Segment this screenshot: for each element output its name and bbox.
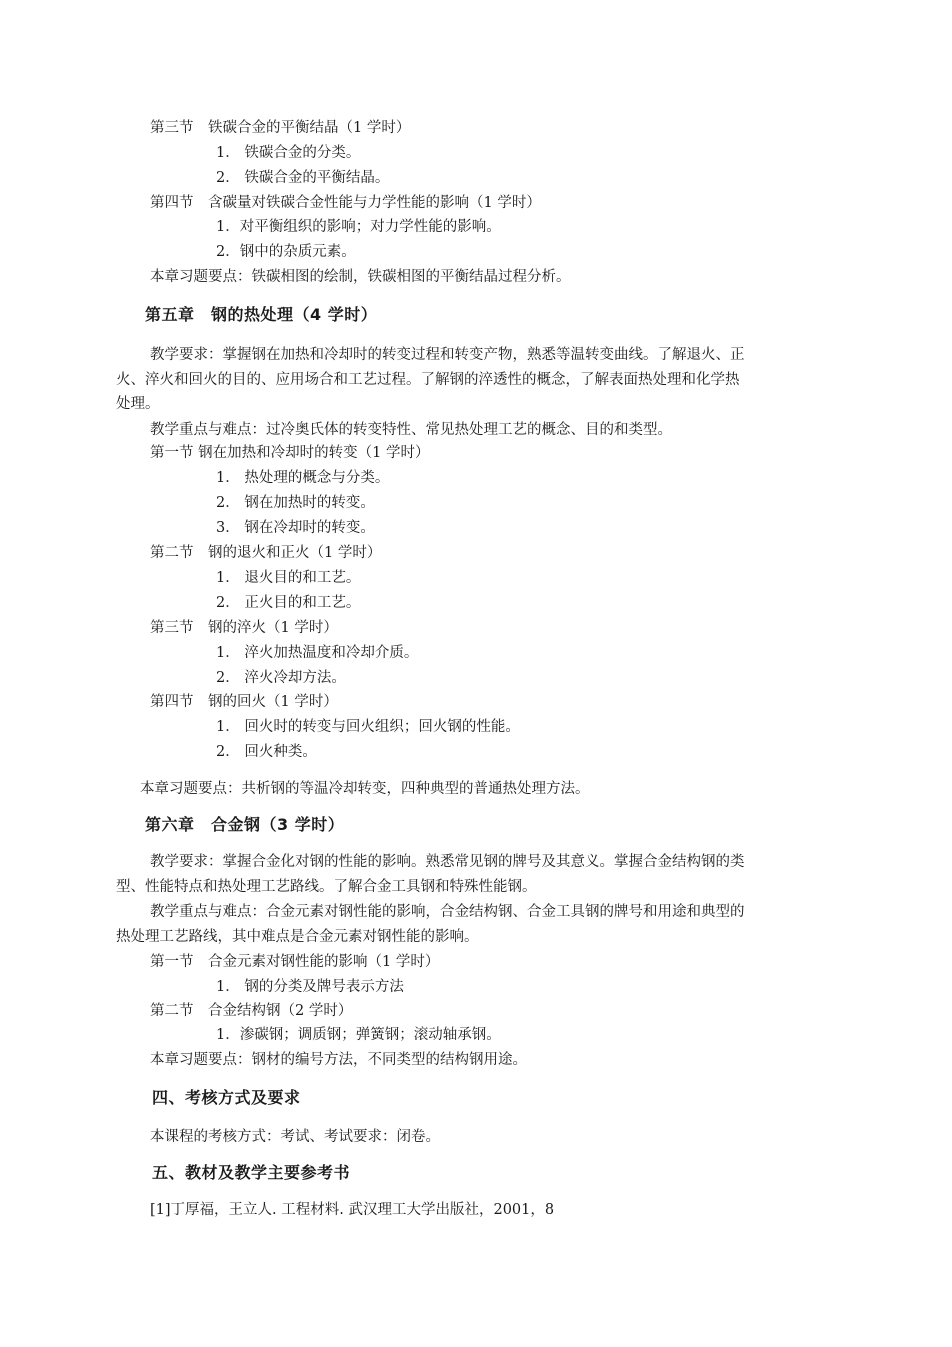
section-title: 第三节 铁碳合金的平衡结晶（1 学时） — [150, 120, 411, 136]
list-item: 2． 正火目的和工艺。 — [216, 595, 361, 611]
list-item: 2． 铁碳合金的平衡结晶。 — [216, 170, 390, 186]
exercise-summary: 本章习题要点：钢材的编号方法，不同类型的结构钢用途。 — [150, 1052, 527, 1068]
section-title: 第四节 含碳量对铁碳合金性能与力学性能的影响（1 学时） — [150, 195, 541, 211]
section-title: 第三节 钢的淬火（1 学时） — [150, 620, 338, 636]
section-heading: 四、考核方式及要求 — [152, 1088, 301, 1107]
list-item: 1． 钢的分类及牌号表示方法 — [216, 979, 404, 995]
list-item: 2． 淬火冷却方法。 — [216, 670, 346, 686]
section-title: 第一节 钢在加热和冷却时的转变（1 学时） — [150, 445, 430, 461]
chapter-heading: 第五章 钢的热处理（4 学时） — [145, 305, 378, 324]
section-title: 第二节 钢的退火和正火（1 学时） — [150, 545, 382, 561]
requirements-line: 火、淬火和回火的目的、应用场合和工艺过程。了解钢的淬透性的概念，了解表面热处理和化学热 — [116, 372, 740, 388]
chapter-heading: 第六章 合金钢（3 学时） — [145, 815, 345, 834]
key-points-line: 热处理工艺路线，其中难点是合金元素对钢性能的影响。 — [116, 929, 479, 945]
requirements-line: 型、性能特点和热处理工艺路线。了解合金工具钢和特殊性能钢。 — [116, 879, 537, 895]
section-title: 第二节 合金结构钢（2 学时） — [150, 1003, 353, 1019]
list-item: 1．渗碳钢；调质钢；弹簧钢；滚动轴承钢。 — [216, 1027, 501, 1043]
list-item: 3． 钢在冷却时的转变。 — [216, 520, 375, 536]
key-points-line: 教学重点与难点：合金元素对钢性能的影响，合金结构钢、合金工具钢的牌号和用途和典型的 — [150, 904, 745, 920]
list-item: 1． 退火目的和工艺。 — [216, 570, 361, 586]
list-item: 2． 钢在加热时的转变。 — [216, 495, 375, 511]
assessment-text: 本课程的考核方式：考试、考试要求：闭卷。 — [150, 1129, 440, 1145]
exercise-summary: 本章习题要点：共析钢的等温冷却转变，四种典型的普通热处理方法。 — [140, 781, 590, 797]
requirements-line: 教学要求：掌握钢在加热和冷却时的转变过程和转变产物，熟悉等温转变曲线。了解退火、正 — [150, 347, 745, 363]
key-points: 教学重点与难点：过冷奥氏体的转变特性、常见热处理工艺的概念、目的和类型。 — [150, 422, 672, 438]
requirements-line: 教学要求：掌握合金化对钢的性能的影响。熟悉常见钢的牌号及其意义。掌握合金结构钢的类 — [150, 854, 745, 870]
list-item: 1．对平衡组织的影响；对力学性能的影响。 — [216, 219, 501, 235]
exercise-summary: 本章习题要点：铁碳相图的绘制，铁碳相图的平衡结晶过程分析。 — [150, 269, 571, 285]
section-title: 第四节 钢的回火（1 学时） — [150, 694, 338, 710]
list-item: 1． 铁碳合金的分类。 — [216, 145, 361, 161]
section-title: 第一节 合金元素对钢性能的影响（1 学时） — [150, 954, 440, 970]
list-item: 1． 热处理的概念与分类。 — [216, 470, 390, 486]
list-item: 1． 淬火加热温度和冷却介质。 — [216, 645, 419, 661]
requirements-line: 处理。 — [116, 396, 160, 412]
section-heading: 五、教材及教学主要参考书 — [152, 1163, 351, 1182]
list-item: 2．钢中的杂质元素。 — [216, 244, 356, 260]
list-item: 2． 回火种类。 — [216, 744, 317, 760]
list-item: 1． 回火时的转变与回火组织；回火钢的性能。 — [216, 719, 520, 735]
reference-item: [1]丁厚福，王立人. 工程材料. 武汉理工大学出版社，2001，8 — [150, 1202, 555, 1218]
